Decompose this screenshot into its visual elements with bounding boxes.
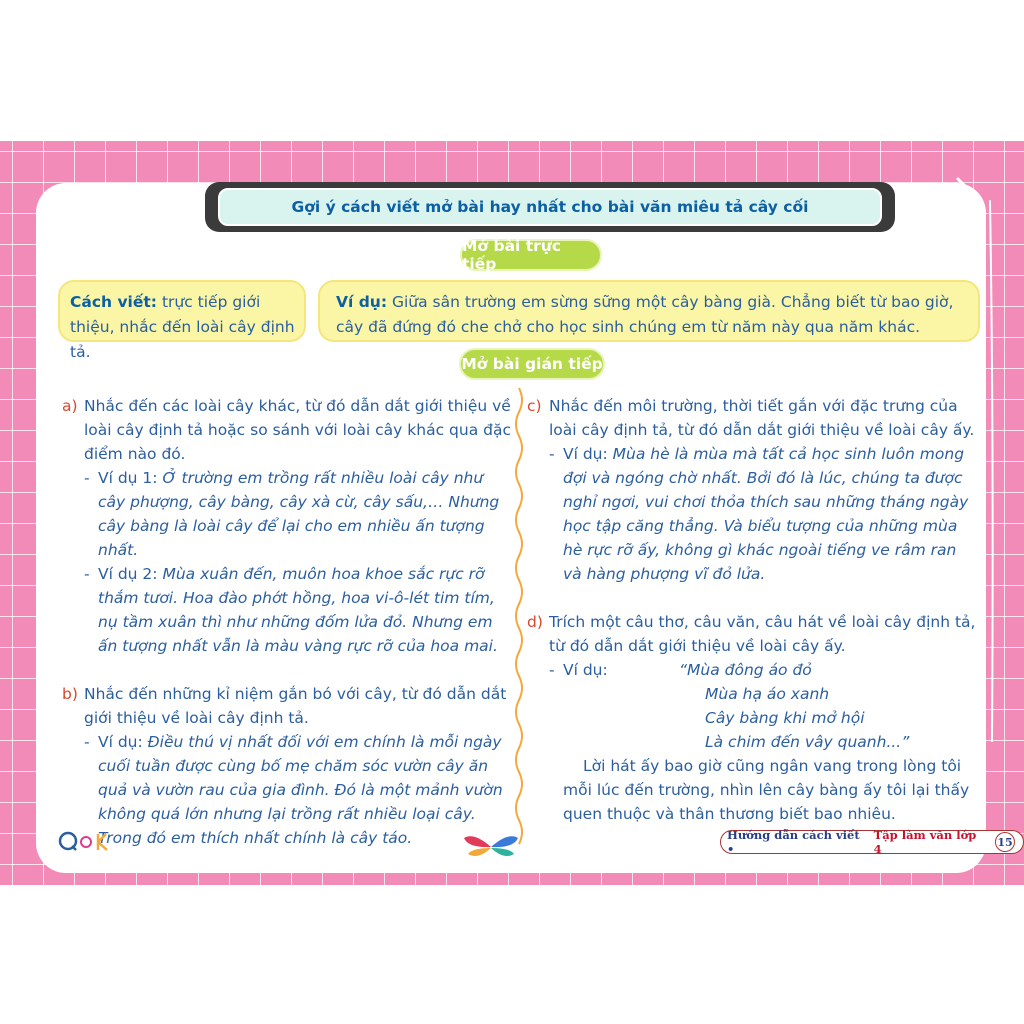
item-d-text: Trích một câu thơ, câu văn, câu hát về loài cây định tả, từ đó dẫn dắt giới thiệu về loài cây ấy.	[549, 613, 976, 655]
logo-icon	[58, 828, 118, 854]
how-to-box	[58, 280, 306, 361]
how-label: Cách viết:	[70, 293, 157, 311]
footer-part2: Tập làm văn lớp 4	[873, 828, 977, 856]
left-column	[62, 394, 512, 850]
marker-a: a)	[62, 397, 78, 415]
marker-b: b)	[62, 685, 78, 703]
direct-example-label: Ví dụ:	[336, 293, 388, 311]
ex2-text: Mùa xuân đến, muôn hoa khoe sắc rực rỡ thắm tươi. Hoa đào phớt hồng, hoa vi-ô-lét tim tím, nụ tầm xuân thì như những đốm lửa đỏ. Nhưng em ấn tượng nhất vẫn là màu vàng rực rỡ của hoa mai.	[98, 565, 498, 655]
list-item-c	[527, 394, 977, 442]
butterfly-icon	[462, 832, 520, 862]
heading-indirect: Mở bài gián tiếp	[459, 348, 605, 380]
item-c-text: Nhắc đến môi trường, thời tiết gắn với đặc trưng của loài cây định tả, từ đó dẫn dắt giới thiệu về loài cây ấy.	[549, 397, 975, 439]
c-ex-label: Ví dụ:	[563, 445, 608, 463]
marker-d: d)	[527, 613, 543, 631]
ex1-label: Ví dụ 1:	[98, 469, 158, 487]
list-item-a	[62, 394, 512, 466]
page-title: Gợi ý cách viết mở bài hay nhất cho bài văn miêu tả cây cối	[218, 188, 882, 226]
item-a-text: Nhắc đến các loài cây khác, từ đó dẫn dắt giới thiệu về loài cây định tả hoặc so sánh với loài cây khác qua đặc điểm nào đó.	[84, 397, 511, 463]
item-b-example: - Ví dụ: Điều thú vị nhất đối với em chính là mỗi ngày cuối tuần được cùng bố mẹ chăm sóc vườn cây ăn quả và vườn rau của gia đình. Đó là một mảnh vườn không quá lớn nhưng lại trồng rất nhiều loại cây. Trong đó em thích nhất chính là cây táo.	[84, 733, 503, 847]
how-text: trực tiếp giới thiệu, nhắc đến loài cây định tả.	[70, 293, 295, 361]
poem-line-3: Cây bàng khi mở hội	[705, 709, 865, 727]
direct-example-box	[318, 280, 980, 342]
ex2-label: Ví dụ 2:	[98, 565, 158, 583]
list-item-d	[527, 610, 977, 658]
b-ex-label: Ví dụ:	[98, 733, 143, 751]
d-after-text: Lời hát ấy bao giờ cũng ngân vang trong lòng tôi mỗi lúc đến trường, nhìn lên cây bàng ấy tôi lại thấy quen thuộc và thân thương biết bao nhiêu.	[563, 757, 970, 823]
b-ex-text: Điều thú vị nhất đối với em chính là mỗi ngày cuối tuần được cùng bố mẹ chăm sóc vườn cây ăn quả và vườn rau của gia đình. Đó là một mảnh vườn không quá lớn nhưng lại trồng rất nhiều loại cây. Trong đó em thích nhất chính là cây táo.	[98, 733, 503, 847]
poem-line-4: Là chim đến vây quanh...”	[705, 733, 910, 751]
page-number: 15	[995, 832, 1015, 852]
c-ex-text: Mùa hè là mùa mà tất cả học sinh luôn mong đợi và ngóng chờ nhất. Bởi đó là lúc, chúng ta được nghỉ ngơi, vui chơi thỏa thích sau những tháng ngày học tập căng thẳng. Và biểu tượng của những mùa hè rực rỡ ấy, không gì khác ngoài tiếng ve râm ran và hàng phượng vĩ đỏ lửa.	[563, 445, 969, 583]
item-b-text: Nhắc đến những kỉ niệm gắn bó với cây, từ đó dẫn dắt giới thiệu về loài cây định tả.	[84, 685, 507, 727]
direct-example-text: Giữa sân trường em sừng sững một cây bàng già. Chẳng biết từ bao giờ, cây đã đứng đó che chở cho học sinh chúng em từ năm này qua năm khác.	[336, 293, 954, 336]
wave-divider-icon	[509, 388, 529, 848]
poem-line-2: Mùa hạ áo xanh	[705, 685, 830, 703]
ex1-text: Ở trường em trồng rất nhiều loài cây như cây phượng, cây bàng, cây xà cừ, cây sấu,… Nhưng cây bàng là loài cây để lại cho em nhiều ấn tượng nhất.	[98, 469, 500, 559]
d-ex-label: Ví dụ:	[563, 661, 608, 679]
footer-book-title	[720, 830, 1024, 854]
item-a-example-2: - Ví dụ 2: Mùa xuân đến, muôn hoa khoe sắc rực rỡ thắm tươi. Hoa đào phớt hồng, hoa vi-ô-lét tim tím, nụ tầm xuân thì như những đốm lửa đỏ. Nhưng em ấn tượng nhất vẫn là màu vàng rực rỡ của hoa mai.	[84, 565, 498, 655]
footer-part1: Hướng dẫn cách viết •	[727, 828, 860, 856]
poem-line-1: “Mùa đông áo đỏ	[679, 661, 812, 679]
item-a-example-1: - Ví dụ 1: Ở trường em trồng rất nhiều loài cây như cây phượng, cây bàng, cây xà cừ, cây sấu,… Nhưng cây bàng là loài cây để lại cho em nhiều ấn tượng nhất.	[84, 469, 500, 559]
heading-direct: Mở bài trực tiếp	[460, 239, 602, 271]
right-column	[527, 394, 977, 826]
item-d-example: - Ví dụ: “Mùa đông áo đỏ Mùa hạ áo xanh Cây bàng khi mở hội Là chim đến vây quanh...” Lời hát ấy bao giờ cũng ngân vang trong lòng tôi mỗi lúc đến trường, nhìn lên cây bàng ấy tôi lại thấy quen thuộc và thân thương biết bao nhiêu.	[549, 658, 977, 826]
list-item-b	[62, 682, 512, 730]
marker-c: c)	[527, 397, 542, 415]
item-c-example: - Ví dụ: Mùa hè là mùa mà tất cả học sinh luôn mong đợi và ngóng chờ nhất. Bởi đó là lúc, chúng ta được nghỉ ngơi, vui chơi thỏa thích sau những tháng ngày học tập căng thẳng. Và biểu tượng của những mùa hè rực rỡ ấy, không gì khác ngoài tiếng ve râm ran và hàng phượng vĩ đỏ lửa.	[549, 445, 969, 583]
